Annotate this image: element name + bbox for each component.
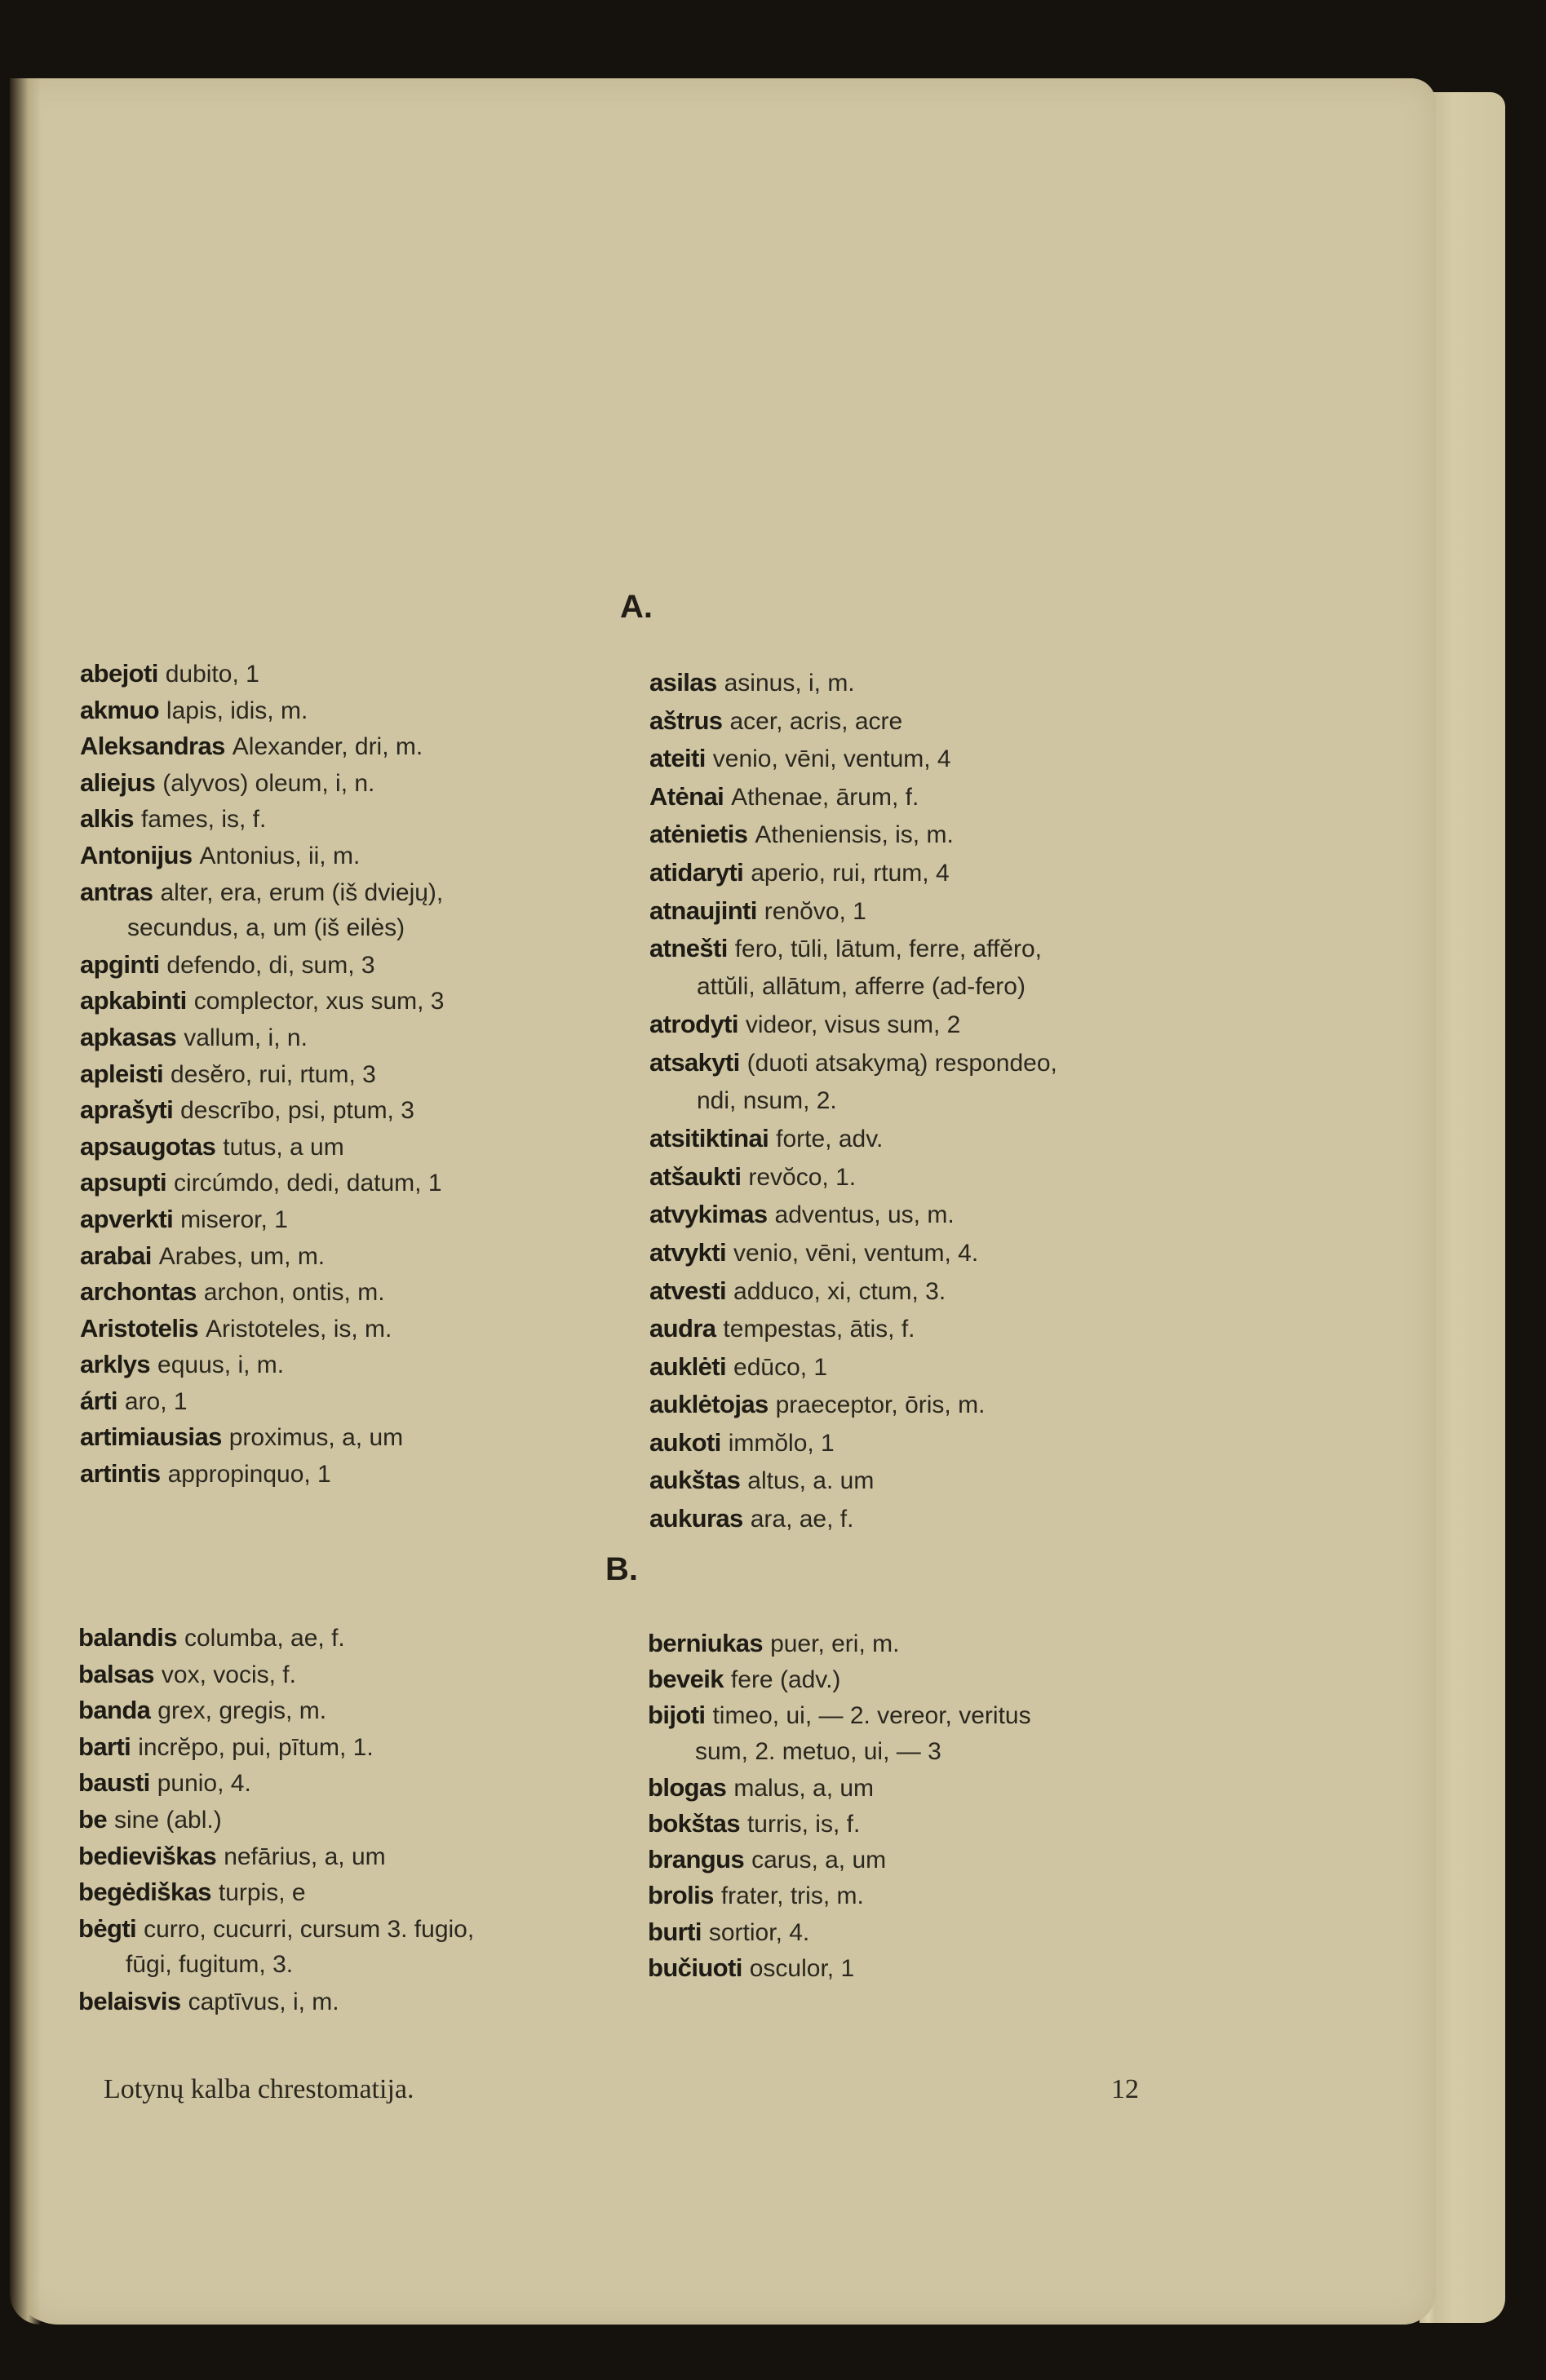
entry-definition: desĕro, rui, rtum, 3 <box>171 1060 376 1088</box>
entry-definition: miseror, 1 <box>180 1205 288 1233</box>
glossary-entry <box>80 656 444 692</box>
glossary-entry <box>78 1620 474 1657</box>
entry-definition: Arabes, um, m. <box>158 1242 326 1270</box>
entry-definition: ara, ae, f. <box>750 1506 854 1533</box>
entry-definition: edūco, 1 <box>733 1353 828 1381</box>
entry-definition: sine (abl.) <box>113 1806 222 1834</box>
glossary-entry <box>649 1006 1057 1044</box>
entry-definition: asinus, i, m. <box>724 670 855 697</box>
entry-definition: Aristoteles, is, m. <box>206 1315 392 1343</box>
entry-headword: burti <box>648 1917 702 1946</box>
entry-definition: praeceptor, ōris, m. <box>775 1391 986 1419</box>
entry-definition: vox, vocis, f. <box>161 1661 296 1688</box>
entry-definition: immŏlo, 1 <box>728 1429 835 1457</box>
entry-headword: balandis <box>78 1623 177 1652</box>
glossary-entry <box>80 983 444 1020</box>
section-heading-b: B. <box>605 1551 638 1587</box>
glossary-entry <box>649 702 1057 741</box>
entry-definition: altus, a. um <box>747 1467 875 1495</box>
entry-headword: atėnietis <box>649 820 748 849</box>
entry-headword: Atėnai <box>649 781 724 811</box>
glossary-entry <box>78 1984 474 2020</box>
glossary-entry <box>78 1911 474 1948</box>
glossary-entry <box>80 1201 444 1238</box>
glossary-entry-continuation <box>80 910 444 947</box>
entry-definition: fere (adv.) <box>730 1666 841 1694</box>
entry-headword: bijoti <box>648 1701 706 1730</box>
entry-headword: archontas <box>80 1277 197 1307</box>
entry-definition: attŭli, allātum, afferre (ad-fero) <box>697 972 1025 1000</box>
entry-headword: bedieviškas <box>78 1841 217 1870</box>
entry-definition: adventus, us, m. <box>774 1201 955 1229</box>
glossary-column-a-left <box>80 656 444 1493</box>
entry-headword: brolis <box>648 1881 714 1910</box>
entry-headword: belaisvis <box>78 1986 181 2015</box>
entry-headword: árti <box>80 1386 117 1415</box>
glossary-entry <box>80 801 444 838</box>
entry-definition: Atheniensis, is, m. <box>755 821 954 849</box>
entry-headword: atvykti <box>649 1237 727 1267</box>
entry-headword: antras <box>80 877 153 906</box>
glossary-entry <box>648 1950 1031 1986</box>
entry-definition: (duoti atsakymą) respondeo, <box>746 1049 1057 1077</box>
page-number: 12 <box>1111 2074 1139 2104</box>
entry-definition: tempestas, ātis, f. <box>723 1316 915 1343</box>
entry-definition: lapis, idis, m. <box>166 697 308 724</box>
entry-definition: malus, a, um <box>733 1774 875 1802</box>
entry-headword: berniukas <box>648 1629 764 1657</box>
entry-definition: alter, era, erum (iš dviejų), <box>160 878 444 906</box>
glossary-entry <box>648 1626 1031 1661</box>
entry-definition: sum, 2. metuo, ui, — 3 <box>695 1737 941 1765</box>
section-heading-a: A. <box>620 589 653 625</box>
entry-definition: defendo, di, sum, 3 <box>166 951 375 979</box>
entry-headword: aštrus <box>649 706 723 735</box>
glossary-entry <box>78 1729 474 1766</box>
glossary-entry <box>78 1874 474 1911</box>
glossary-entry <box>80 1238 444 1275</box>
entry-headword: abejoti <box>80 659 158 688</box>
glossary-entry <box>649 1348 1057 1387</box>
glossary-entry <box>78 1802 474 1838</box>
entry-headword: Aristotelis <box>80 1313 198 1343</box>
glossary-entry <box>649 1424 1057 1462</box>
glossary-entry <box>80 947 444 984</box>
footer-book-title: Lotynų kalba chrestomatija. <box>104 2074 414 2104</box>
entry-definition: captīvus, i, m. <box>188 1988 339 2015</box>
entry-definition: venio, vēni, ventum, 4. <box>733 1239 979 1267</box>
entry-headword: bėgti <box>78 1913 137 1943</box>
glossary-entry <box>648 1878 1031 1913</box>
entry-definition: incrĕpo, pui, pītum, 1. <box>138 1733 374 1761</box>
entry-definition: frater, tris, m. <box>720 1882 864 1910</box>
glossary-entry <box>649 740 1057 778</box>
entry-headword: blogas <box>648 1772 727 1802</box>
glossary-entry <box>80 1311 444 1347</box>
glossary-entry <box>649 1120 1057 1158</box>
entry-headword: bokštas <box>648 1808 740 1838</box>
entry-definition: fames, is, f. <box>140 806 267 834</box>
glossary-entry <box>649 778 1057 816</box>
glossary-entry <box>80 765 444 802</box>
entry-definition: turpis, e <box>218 1879 306 1907</box>
glossary-entry <box>80 692 444 729</box>
entry-headword: atsakyti <box>649 1047 740 1077</box>
entry-headword: banda <box>78 1696 151 1725</box>
glossary-entry <box>648 1697 1031 1733</box>
entry-headword: Antonijus <box>80 840 193 869</box>
entry-definition: forte, adv. <box>776 1126 884 1153</box>
entry-headword: apginti <box>80 949 160 979</box>
entry-definition: acer, acris, acre <box>729 707 903 735</box>
entry-definition: carus, a, um <box>751 1847 887 1874</box>
glossary-entry-continuation <box>78 1947 474 1984</box>
entry-headword: artimiausias <box>80 1422 222 1452</box>
glossary-entry <box>80 1056 444 1093</box>
glossary-entry <box>80 1456 444 1493</box>
entry-definition: curro, cucurri, cursum 3. fugio, <box>144 1915 475 1943</box>
glossary-entry <box>78 1765 474 1802</box>
entry-definition: Athenae, ārum, f. <box>731 783 919 811</box>
glossary-entry <box>649 1462 1057 1500</box>
entry-headword: atnaujinti <box>649 896 757 925</box>
entry-definition: secundus, a, um (iš eilės) <box>127 914 405 942</box>
entry-headword: brangus <box>648 1845 745 1874</box>
entry-definition: venio, vēni, ventum, 4 <box>712 745 951 773</box>
glossary-entry <box>649 1234 1057 1272</box>
entry-headword: apkasas <box>80 1022 177 1051</box>
entry-definition: osculor, 1 <box>749 1954 855 1982</box>
entry-headword: bausti <box>78 1768 150 1798</box>
entry-definition: equus, i, m. <box>157 1351 285 1379</box>
entry-definition: renŏvo, 1 <box>764 897 866 925</box>
entry-definition: descrībo, psi, ptum, 3 <box>180 1097 414 1125</box>
glossary-entry <box>80 874 444 911</box>
glossary-entry <box>649 892 1057 931</box>
entry-headword: atrodyti <box>649 1010 738 1039</box>
entry-definition: dubito, 1 <box>165 661 259 688</box>
glossary-entry <box>648 1770 1031 1806</box>
page-spine <box>10 78 41 2325</box>
entry-headword: atidaryti <box>649 857 744 887</box>
glossary-column-b-right <box>648 1626 1031 1986</box>
entry-headword: aukuras <box>649 1504 743 1533</box>
entry-definition: puer, eri, m. <box>770 1630 900 1657</box>
entry-definition: (alyvos) oleum, i, n. <box>162 769 375 797</box>
entry-definition: aperio, rui, rtum, 4 <box>751 859 950 887</box>
glossary-entry <box>80 1165 444 1201</box>
glossary-entry <box>80 1347 444 1383</box>
glossary-entry <box>649 816 1057 854</box>
glossary-entry-continuation <box>649 968 1057 1006</box>
glossary-entry-continuation <box>648 1734 1031 1770</box>
glossary-entry-continuation <box>649 1082 1057 1121</box>
entry-headword: apsaugotas <box>80 1131 216 1161</box>
entry-definition: appropinquo, 1 <box>167 1461 331 1489</box>
entry-definition: ndi, nsum, 2. <box>697 1086 837 1114</box>
glossary-entry <box>80 1419 444 1456</box>
glossary-column-a-right <box>649 664 1057 1538</box>
entry-definition: columba, ae, f. <box>184 1625 345 1652</box>
entry-headword: akmuo <box>80 695 159 724</box>
entry-headword: barti <box>78 1732 131 1761</box>
entry-headword: atšaukti <box>649 1161 742 1191</box>
entry-headword: apsupti <box>80 1168 167 1197</box>
entry-headword: apkabinti <box>80 986 187 1015</box>
entry-definition: adduco, xi, ctum, 3. <box>733 1277 946 1305</box>
entry-headword: be <box>78 1804 107 1834</box>
entry-definition: revŏco, 1. <box>748 1163 857 1191</box>
entry-headword: audra <box>649 1314 716 1343</box>
entry-definition: vallum, i, n. <box>184 1024 308 1051</box>
entry-headword: apverkti <box>80 1204 174 1233</box>
glossary-entry <box>78 1692 474 1729</box>
entry-definition: proximus, a, um <box>228 1424 404 1452</box>
entry-definition: Alexander, dri, m. <box>232 733 423 761</box>
entry-headword: auklėtojas <box>649 1390 769 1419</box>
glossary-entry <box>648 1661 1031 1697</box>
entry-headword: aukštas <box>649 1466 741 1495</box>
glossary-entry <box>648 1842 1031 1878</box>
glossary-column-b-left <box>78 1620 474 2020</box>
glossary-entry <box>649 664 1057 702</box>
glossary-entry <box>649 1386 1057 1424</box>
entry-headword: bučiuoti <box>648 1953 742 1982</box>
entry-definition: circúmdo, dedi, datum, 1 <box>174 1170 442 1197</box>
entry-headword: atvesti <box>649 1276 727 1305</box>
entry-headword: aprašyti <box>80 1095 174 1125</box>
entry-headword: apleisti <box>80 1059 164 1088</box>
entry-headword: auklėti <box>649 1351 727 1381</box>
entry-definition: timeo, ui, — 2. vereor, veritus <box>712 1702 1031 1730</box>
glossary-entry <box>648 1806 1031 1842</box>
entry-headword: arklys <box>80 1350 151 1379</box>
entry-headword: beveik <box>648 1665 724 1694</box>
glossary-entry <box>648 1914 1031 1950</box>
entry-definition: nefārius, a, um <box>224 1843 386 1870</box>
entry-headword: begėdiškas <box>78 1878 211 1907</box>
glossary-entry <box>80 1274 444 1311</box>
entry-headword: arabai <box>80 1241 152 1270</box>
entry-definition: grex, gregis, m. <box>157 1697 327 1725</box>
entry-headword: Aleksandras <box>80 732 225 761</box>
entry-definition: videor, visus sum, 2 <box>745 1011 961 1039</box>
entry-definition: sortior, 4. <box>708 1918 810 1946</box>
entry-headword: atnešti <box>649 934 728 963</box>
glossary-entry <box>649 1272 1057 1311</box>
entry-definition: complector, xus sum, 3 <box>193 988 445 1015</box>
glossary-entry <box>649 1044 1057 1082</box>
entry-headword: atvykimas <box>649 1200 768 1229</box>
glossary-entry <box>80 728 444 765</box>
entry-definition: fūgi, fugitum, 3. <box>126 1951 294 1979</box>
glossary-entry <box>649 1158 1057 1197</box>
entry-definition: punio, 4. <box>157 1770 251 1798</box>
glossary-entry <box>649 1500 1057 1538</box>
glossary-entry <box>80 1092 444 1129</box>
entry-definition: tutus, a um <box>223 1133 344 1161</box>
entry-headword: alkis <box>80 804 134 834</box>
glossary-entry <box>80 1383 444 1420</box>
entry-definition: fero, tūli, lātum, ferre, affĕro, <box>734 936 1042 963</box>
glossary-entry <box>78 1838 474 1875</box>
glossary-entry <box>649 930 1057 968</box>
entry-headword: artintis <box>80 1459 161 1489</box>
glossary-entry <box>649 854 1057 892</box>
entry-headword: asilas <box>649 668 717 697</box>
entry-headword: ateiti <box>649 744 706 773</box>
glossary-entry <box>78 1657 474 1693</box>
glossary-entry <box>649 1196 1057 1234</box>
entry-headword: aukoti <box>649 1427 721 1457</box>
entry-definition: turris, is, f. <box>746 1810 861 1838</box>
entry-definition: aro, 1 <box>124 1387 188 1415</box>
entry-headword: balsas <box>78 1659 154 1688</box>
entry-definition: archon, ontis, m. <box>203 1279 385 1307</box>
glossary-entry <box>80 838 444 874</box>
entry-headword: atsitiktinai <box>649 1124 769 1153</box>
entry-headword: aliejus <box>80 768 156 797</box>
entry-definition: Antonius, ii, m. <box>199 842 361 869</box>
glossary-entry <box>80 1020 444 1056</box>
glossary-entry <box>649 1310 1057 1348</box>
glossary-entry <box>80 1129 444 1166</box>
